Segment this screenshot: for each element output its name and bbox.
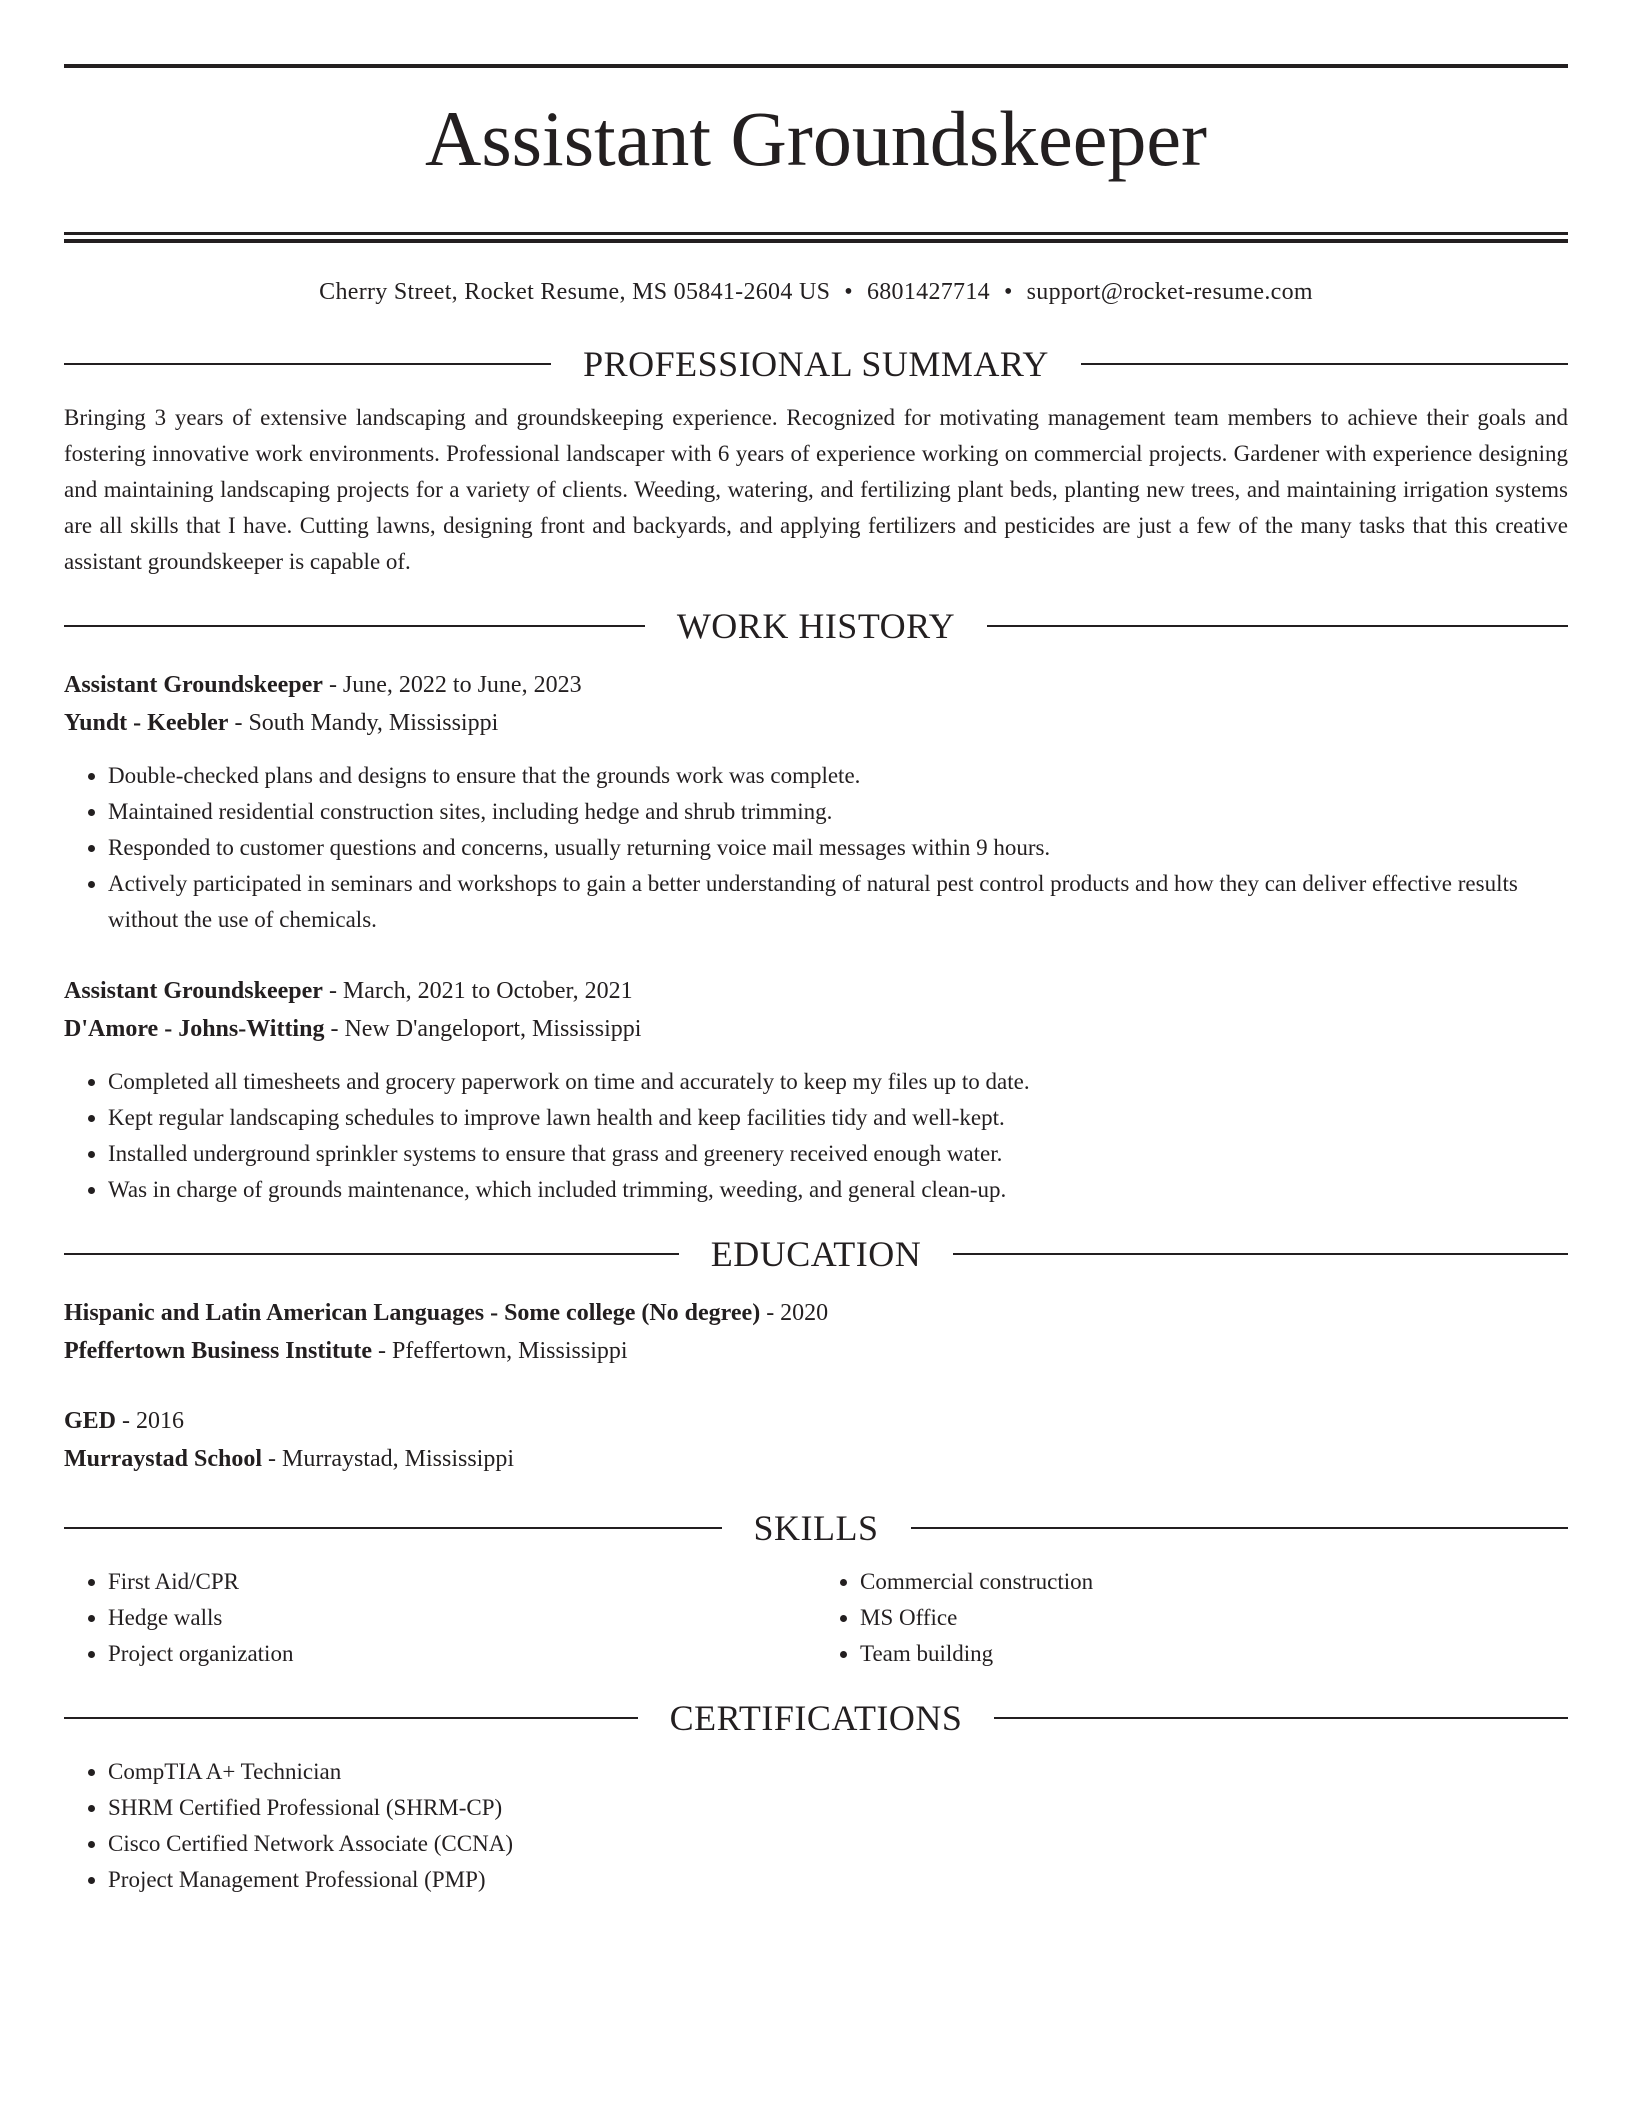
section-title-education: EDUCATION xyxy=(710,1234,922,1275)
contact-email: support@rocket-resume.com xyxy=(1026,279,1313,306)
skills-column-right xyxy=(816,1564,1568,1672)
resume-page xyxy=(64,64,1568,1898)
job-company: Yundt - Keebler xyxy=(64,710,229,737)
contact-separator: • xyxy=(844,279,853,306)
job-company-line xyxy=(64,704,1568,742)
job-bullet: • Installed underground sprinkler systems to ensure that grass and greenery received enough water. xyxy=(108,1136,1568,1172)
job-dates: - June, 2022 to June, 2023 xyxy=(322,672,582,699)
job-bullet: • Completed all timesheets and grocery paperwork on time and accurately to keep my files up to date. xyxy=(108,1064,1568,1100)
job-title-line xyxy=(64,972,1568,1010)
certification-item: • SHRM Certified Professional (SHRM-CP) xyxy=(108,1790,1568,1826)
section-rule-right xyxy=(953,1253,1568,1255)
job-location: - South Mandy, Mississippi xyxy=(228,710,499,737)
education-degree-line xyxy=(64,1402,1568,1440)
certification-item: • CompTIA A+ Technician xyxy=(108,1754,1568,1790)
education-school: Pfeffertown Business Institute xyxy=(64,1338,372,1365)
education-year: - 2020 xyxy=(760,1300,829,1327)
job-bullet: • Double-checked plans and designs to ensure that the grounds work was complete. xyxy=(108,758,1568,794)
education-school-line xyxy=(64,1332,1568,1370)
job-location: - New D'angeloport, Mississippi xyxy=(324,1016,642,1043)
summary-paragraph: Bringing 3 years of extensive landscaping and groundskeeping experience. Recognized for motivating management team members to achieve their goals and fostering innovative work environments. Professional landscaper with 6 years of experience working on commercial projects. Gardener with experience designing and maintaining landscaping projects for a variety of clients. Weeding, watering, and fertilizing plant beds, planting new trees, and maintaining irrigation systems are all skills that I have. Cutting lawns, designing front and backyards, and applying fertilizers and pesticides are just a few of the many tasks that this creative assistant groundskeeper is capable of. xyxy=(64,405,1568,575)
certification-item: • Cisco Certified Network Associate (CCNA) xyxy=(108,1826,1568,1862)
contact-address: Cherry Street, Rocket Resume, MS 05841-2604 US xyxy=(319,279,831,306)
certifications-list xyxy=(64,1754,1568,1898)
section-rule-right xyxy=(911,1527,1569,1529)
skills-column-left xyxy=(64,1564,816,1672)
header-double-rule xyxy=(64,232,1568,243)
job-bullet: • Actively participated in seminars and workshops to gain a better understanding of natural pest control products and how they can deliver effective results without the use of chemicals. xyxy=(108,866,1568,938)
skill-item: • First Aid/CPR xyxy=(108,1564,816,1600)
section-rule-left xyxy=(64,1527,722,1529)
top-rule xyxy=(64,64,1568,68)
section-rule-left xyxy=(64,363,551,365)
section-rule-left xyxy=(64,1717,638,1719)
job-bullet: • Was in charge of grounds maintenance, which included trimming, weeding, and general clean-up. xyxy=(108,1172,1568,1208)
skills-grid xyxy=(64,1564,1568,1672)
contact-phone: 6801427714 xyxy=(866,279,990,306)
skill-item: • Commercial construction xyxy=(860,1564,1568,1600)
education-school: Murraystad School xyxy=(64,1446,262,1473)
job-dates: - March, 2021 to October, 2021 xyxy=(322,978,633,1005)
education-location: - Murraystad, Mississippi xyxy=(262,1446,514,1473)
education-location: - Pfeffertown, Mississippi xyxy=(371,1338,628,1365)
section-rule-right xyxy=(1081,363,1568,365)
education-school-line xyxy=(64,1440,1568,1478)
skill-item: • Hedge walls xyxy=(108,1600,816,1636)
section-title-work: WORK HISTORY xyxy=(676,606,956,647)
job-entry xyxy=(64,666,1568,938)
section-header-education xyxy=(64,1232,1568,1276)
job-title: Assistant Groundskeeper xyxy=(64,672,323,699)
section-header-work xyxy=(64,604,1568,648)
section-title-summary: PROFESSIONAL SUMMARY xyxy=(583,344,1049,385)
candidate-name: Assistant Groundskeeper xyxy=(424,95,1208,182)
education-year: - 2016 xyxy=(116,1408,185,1435)
job-bullets xyxy=(64,1064,1568,1208)
education-degree: GED xyxy=(64,1408,117,1435)
contact-line xyxy=(64,279,1568,306)
skill-item: • MS Office xyxy=(860,1600,1568,1636)
job-company-line xyxy=(64,1010,1568,1048)
job-bullet: • Responded to customer questions and concerns, usually returning voice mail messages within 9 hours. xyxy=(108,830,1568,866)
job-company: D'Amore - Johns-Witting xyxy=(64,1016,325,1043)
section-header-skills xyxy=(64,1506,1568,1550)
section-rule-left xyxy=(64,1253,679,1255)
section-title-certifications: CERTIFICATIONS xyxy=(669,1698,963,1739)
contact-separator: • xyxy=(1003,279,1013,306)
section-rule-right xyxy=(994,1717,1568,1719)
job-title: Assistant Groundskeeper xyxy=(64,978,323,1005)
education-degree-line xyxy=(64,1294,1568,1332)
section-header-certifications xyxy=(64,1696,1568,1740)
job-title-line xyxy=(64,666,1568,704)
job-bullets xyxy=(64,758,1568,938)
job-entry xyxy=(64,972,1568,1208)
education-entry xyxy=(64,1294,1568,1370)
certification-item: • Project Management Professional (PMP) xyxy=(108,1862,1568,1898)
job-bullet: • Kept regular landscaping schedules to improve lawn health and keep facilities tidy and well-kept. xyxy=(108,1100,1568,1136)
education-degree: Hispanic and Latin American Languages - Some college (No degree) xyxy=(64,1300,761,1327)
skill-item: • Project organization xyxy=(108,1636,816,1672)
section-header-summary xyxy=(64,342,1568,386)
section-rule-right xyxy=(987,625,1568,627)
job-bullet: • Maintained residential construction sites, including hedge and shrub trimming. xyxy=(108,794,1568,830)
section-rule-left xyxy=(64,625,645,627)
section-title-skills: SKILLS xyxy=(753,1508,879,1549)
skill-item: • Team building xyxy=(860,1636,1568,1672)
education-entry xyxy=(64,1402,1568,1478)
